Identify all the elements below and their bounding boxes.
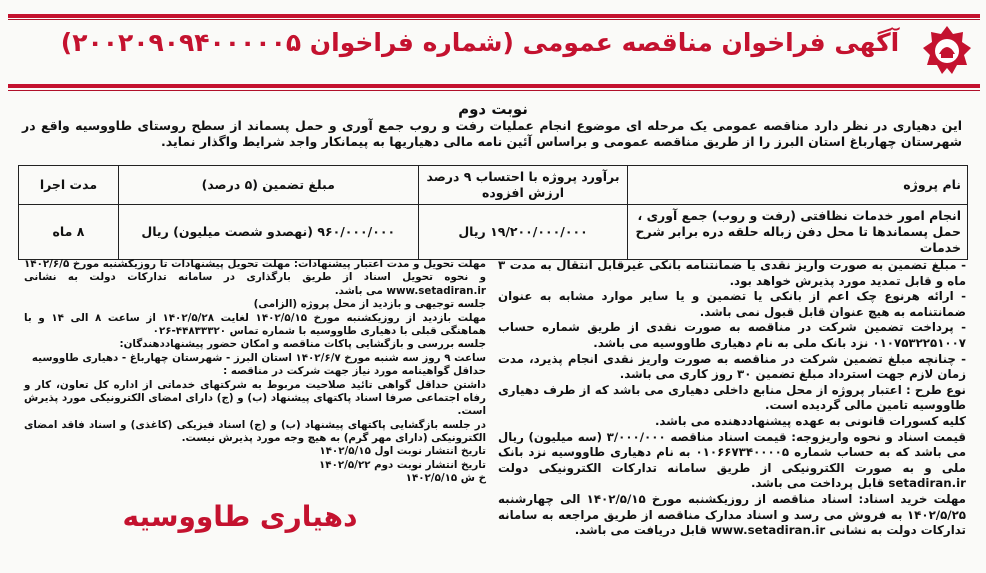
paragraph: - پرداخت تضمین شرکت در مناقصه به صورت نقدی از طریق شماره حساب ۰۱۰۷۵۳۲۲۵۱۰۰۷ نزد بانک ملی به نام دهیاری طاووسیه می باشد. bbox=[498, 320, 966, 350]
notice-header bbox=[8, 6, 980, 94]
notice-round: نوبت دوم bbox=[458, 100, 528, 118]
paragraph: مهلت خرید اسناد: اسناد مناقصه از روزیکشنبه مورخ ۱۴۰۲/۵/۱۵ الی چهارشنبه ۱۴۰۲/۵/۲۵ به فروش می رسد و اسناد مدارک مناقصه از طریق مراجعه به سامانه تدارکات دولت به نشانی www.setadiran.ir قابل دریافت می باشد. bbox=[498, 491, 966, 538]
table-header-row bbox=[19, 166, 968, 205]
cell-duration: ۸ ماه bbox=[19, 205, 119, 260]
municipality-emblem-icon bbox=[920, 24, 974, 78]
paragraph: قیمت اسناد و نحوه واریزوجه: قیمت اسناد مناقصه ۳/۰۰۰/۰۰۰ (سه میلیون) ریال می باشد که به حساب شماره ۰۱۰۶۶۷۳۴۰۰۰۰۵ به نام دهیاری طاووسیه نزد بانک ملی و به صورت الکترونیکی از طریق سامانه تدارکات الکترونیکی دولت setadiran.ir قابل پرداخت می باشد. bbox=[498, 429, 967, 491]
paragraph: تاریخ انتشار نوبت اول ۱۴۰۲/۵/۱۵ bbox=[319, 445, 486, 458]
header-bottom-rule bbox=[8, 84, 980, 88]
issuer-signature: دهیاری طاووسیه bbox=[122, 500, 358, 533]
cell-estimate: ۱۹/۲۰۰/۰۰۰/۰۰۰ ریال bbox=[418, 205, 628, 260]
paragraph: - چنانچه مبلغ تضمین شرکت در مناقصه به صورت واریز نقدی انجام پذیرد، مدت زمان لازم جهت استرداد مبلغ تضمین ۳۰ روز کاری می باشد. bbox=[498, 351, 966, 382]
paragraph: کلیه کسورات قانونی به عهده پیشنهاددهنده می باشد. bbox=[654, 413, 966, 428]
col-guarantee: مبلغ تضمین (۵ درصد) bbox=[118, 166, 418, 205]
col-estimate: برآورد پروژه با احتساب ۹ درصد ارزش افزوده bbox=[418, 166, 628, 205]
paragraph: - مبلغ تضمین به صورت واریز نقدی یا ضمانتنامه بانکی غیرقابل انتقال به مدت ۳ ماه و قابل تمدید مورد پذیرش خواهد بود. bbox=[498, 258, 966, 288]
paragraph: در جلسه بازگشایی پاکتهای پیشنهاد (ب) و (ج) اسناد فیزیکی (کاغذی) و اسناد فاقد امضای الکترونیکی (دارای مهر گرم) به هیچ وجه مورد پذیرش نیست. bbox=[24, 418, 486, 445]
table-row bbox=[19, 205, 968, 260]
paragraph: خ ش ۱۴۰۲/۵/۱۵ bbox=[405, 472, 486, 485]
notice-intro: این دهیاری در نظر دارد مناقصه عمومی یک مرحله ای موضوع انجام عملیات رفت و روب جمع آوری و حمل پسماند از سطح روستای طاووسیه واقع در شهرستان چهارباغ استان البرز را از طریق مناقصه عمومی و براساس آئین نامه مالی دهیاریها به پیمانکار واجد شرایط واگذار نماید. bbox=[22, 118, 962, 149]
paragraph: مهلت بازدید از روزیکشنبه مورخ ۱۴۰۲/۵/۱۵ لغایت ۱۴۰۲/۵/۲۸ از ساعت ۸ الی ۱۴ و با هماهنگی قبلی با دهیاری طاووسیه با شماره تماس ۴۴۸۳۳۳۲۰-۰۲۶ bbox=[24, 311, 486, 337]
paragraph: جلسه توجیهی و بازدید از محل پروژه (الزامی) bbox=[253, 298, 486, 311]
col-duration: مدت اجرا bbox=[19, 166, 119, 205]
paragraph: - ارائه هرنوع چک اعم از بانکی یا تضمین و یا سایر موارد مشابه به عنوان ضمانتنامه به هیچ عنوان قابل قبول نمی باشد. bbox=[498, 289, 966, 319]
notice-title: آگهی فراخوان مناقصه عمومی (شماره فراخوان ۲۰۰۲۰۹۰۹۴۰۰۰۰۰۵) bbox=[60, 28, 900, 57]
paragraph: تاریخ انتشار نوبت دوم ۱۴۰۲/۵/۲۲ bbox=[319, 458, 486, 471]
terms-left-column bbox=[24, 258, 486, 486]
paragraph: مهلت تحویل و مدت اعتبار پیشنهادات: مهلت تحویل پیشنهادات تا روزیکشنبه مورخ ۱۴۰۲/۶/۵ و نحوه تحویل اسناد از طریق بارگذاری در سامانه تدارکات دولت به نشانی www.setadiran.ir می باشد. bbox=[24, 258, 486, 297]
header-top-rule bbox=[8, 14, 980, 18]
cell-project-name: انجام امور خدمات نظافتی (رفت و روب) جمع آوری ، حمل پسماندها تا محل دفن زباله حلقه دره برابر شرح خدمات bbox=[628, 205, 968, 260]
paragraph: حداقل گواهینامه مورد نیاز جهت شرکت در مناقصه : bbox=[223, 365, 486, 378]
project-table bbox=[18, 165, 968, 260]
paragraph: جلسه بررسی و بازگشایی پاکات مناقصه و امکان حضور پیشنهاددهندگان: bbox=[119, 338, 486, 351]
paragraph: ساعت ۹ روز سه شنبه مورخ ۱۴۰۲/۶/۷ استان البرز - شهرستان چهارباغ - دهیاری طاووسیه bbox=[31, 351, 486, 364]
header-top-thin-rule bbox=[8, 19, 980, 20]
col-project-name: نام پروژه bbox=[628, 166, 968, 205]
paragraph: داشتن حداقل گواهی تائید صلاحیت مربوط به شرکتهای خدماتی از اداره کل تعاون، کار و رفاه اجتماعی صرفا اسناد پاکتهای پیشنهاد (ب) و (ج) دارای امضای الکترونیکی مورد پذیرش است. bbox=[24, 378, 486, 418]
cell-guarantee: ۹۶۰/۰۰۰/۰۰۰ (نهصدو شصت میلیون) ریال bbox=[118, 205, 418, 260]
header-bottom-thin-rule bbox=[8, 90, 980, 91]
terms-right-column bbox=[498, 258, 966, 539]
paragraph: نوع طرح : اعتبار پروژه از محل منابع داخلی دهیاری می باشد که از طرف دهیاری طاووسیه تامین مالی گردیده است. bbox=[498, 382, 966, 413]
